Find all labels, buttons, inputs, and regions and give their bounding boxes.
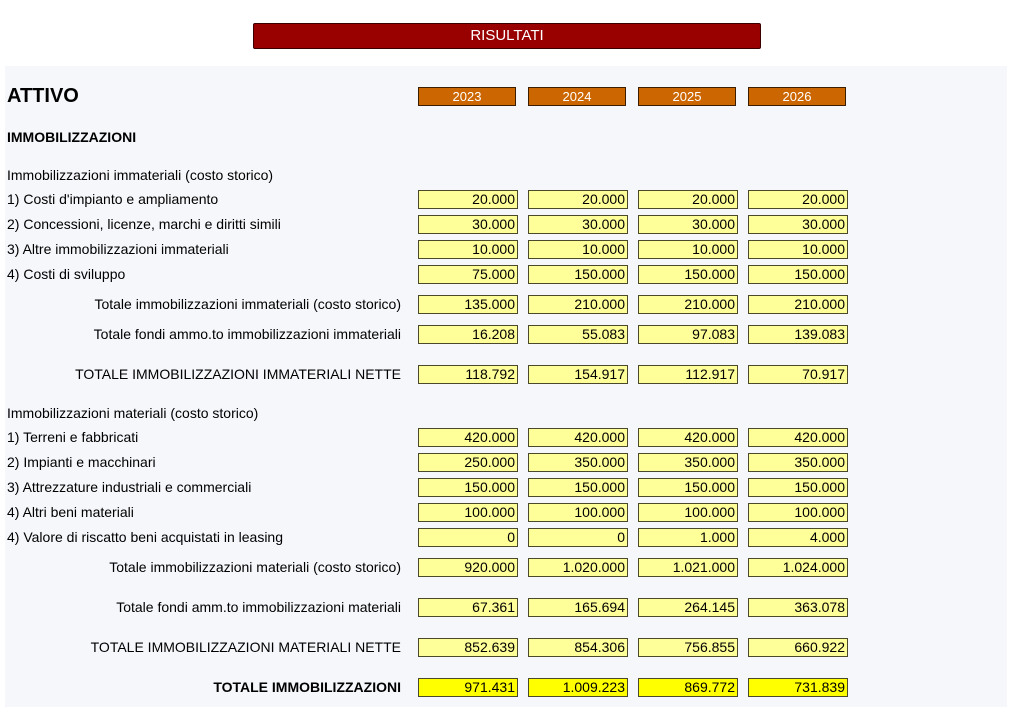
value-cell[interactable]: 250.000 (418, 453, 518, 472)
value-cell[interactable]: 150.000 (528, 478, 628, 497)
total-cell: 97.083 (638, 325, 738, 344)
total-cell: 165.694 (528, 598, 628, 617)
row-label: 3) Altre immobilizzazioni immateriali (7, 241, 229, 257)
grand-total-cell: 971.431 (418, 678, 518, 697)
total-cell: 67.361 (418, 598, 518, 617)
value-cell[interactable]: 30.000 (528, 215, 628, 234)
row-label: 2) Impianti e macchinari (7, 454, 156, 470)
value-cell[interactable]: 420.000 (638, 428, 738, 447)
value-cell[interactable]: 0 (528, 528, 628, 547)
year-header: 2024 (528, 87, 626, 106)
total-cell: 660.922 (748, 638, 848, 657)
risultati-button[interactable]: RISULTATI (253, 23, 761, 49)
tangible-heading: Immobilizzazioni materiali (costo storico) (7, 405, 259, 421)
row-label: 2) Concessioni, licenze, marchi e diritti simili (7, 216, 281, 232)
value-cell[interactable]: 100.000 (748, 503, 848, 522)
total-cell: 1.020.000 (528, 558, 628, 577)
section-title: IMMOBILIZZAZIONI (7, 129, 137, 145)
value-cell[interactable]: 30.000 (418, 215, 518, 234)
value-cell[interactable]: 75.000 (418, 265, 518, 284)
year-header: 2026 (748, 87, 846, 106)
total-cell: 210.000 (638, 295, 738, 314)
total-cell: 16.208 (418, 325, 518, 344)
value-cell[interactable]: 100.000 (418, 503, 518, 522)
total-cell: 55.083 (528, 325, 628, 344)
total-cell: 112.917 (638, 365, 738, 384)
grand-total-cell: 1.009.223 (528, 678, 628, 697)
value-cell[interactable]: 20.000 (748, 190, 848, 209)
total-cell: 854.306 (528, 638, 628, 657)
total-cell: 920.000 (418, 558, 518, 577)
value-cell[interactable]: 150.000 (748, 478, 848, 497)
grand-total-label: TOTALE IMMOBILIZZAZIONI (213, 679, 401, 695)
value-cell[interactable]: 10.000 (638, 240, 738, 259)
value-cell[interactable]: 150.000 (748, 265, 848, 284)
total-cell: 154.917 (528, 365, 628, 384)
value-cell[interactable]: 10.000 (528, 240, 628, 259)
value-cell[interactable]: 1.000 (638, 528, 738, 547)
total-cell: 135.000 (418, 295, 518, 314)
value-cell[interactable]: 10.000 (418, 240, 518, 259)
value-cell[interactable]: 150.000 (638, 478, 738, 497)
value-cell[interactable]: 30.000 (748, 215, 848, 234)
value-cell[interactable]: 420.000 (418, 428, 518, 447)
value-cell[interactable]: 150.000 (418, 478, 518, 497)
total-cell: 264.145 (638, 598, 738, 617)
total-cell: 852.639 (418, 638, 518, 657)
total-cell: 1.024.000 (748, 558, 848, 577)
row-label: 1) Terreni e fabbricati (7, 429, 139, 445)
year-header: 2025 (638, 87, 736, 106)
value-cell[interactable]: 0 (418, 528, 518, 547)
value-cell[interactable]: 20.000 (638, 190, 738, 209)
row-label: 3) Attrezzature industriali e commerciali (7, 479, 252, 495)
value-cell[interactable]: 20.000 (528, 190, 628, 209)
total-cell: 363.078 (748, 598, 848, 617)
row-label: 4) Altri beni materiali (7, 504, 134, 520)
value-cell[interactable]: 100.000 (638, 503, 738, 522)
value-cell[interactable]: 100.000 (528, 503, 628, 522)
row-label: 4) Costi di sviluppo (7, 266, 126, 282)
total-cell: 139.083 (748, 325, 848, 344)
row-label: 1) Costi d'impianto e ampliamento (7, 191, 219, 207)
value-cell[interactable]: 20.000 (418, 190, 518, 209)
total-cell: 756.855 (638, 638, 738, 657)
value-cell[interactable]: 350.000 (748, 453, 848, 472)
intangible-total-net-label: TOTALE IMMOBILIZZAZIONI IMMATERIALI NETTE (75, 366, 401, 382)
intangible-total-cost-label: Totale immobilizzazioni immateriali (costo storico) (94, 296, 401, 312)
row-label: 4) Valore di riscatto beni acquistati in leasing (7, 529, 284, 545)
value-cell[interactable]: 30.000 (638, 215, 738, 234)
grand-total-cell: 731.839 (748, 678, 848, 697)
year-header: 2023 (418, 87, 516, 106)
value-cell[interactable]: 350.000 (638, 453, 738, 472)
value-cell[interactable]: 420.000 (748, 428, 848, 447)
total-cell: 70.917 (748, 365, 848, 384)
value-cell[interactable]: 10.000 (748, 240, 848, 259)
value-cell[interactable]: 4.000 (748, 528, 848, 547)
value-cell[interactable]: 150.000 (528, 265, 628, 284)
value-cell[interactable]: 350.000 (528, 453, 628, 472)
total-cell: 210.000 (748, 295, 848, 314)
grand-total-cell: 869.772 (638, 678, 738, 697)
intangible-heading: Immobilizzazioni immateriali (costo storico) (7, 167, 274, 183)
page-title: ATTIVO (7, 85, 79, 107)
tangible-total-amort-label: Totale fondi amm.to immobilizzazioni materiali (116, 599, 401, 615)
total-cell: 118.792 (418, 365, 518, 384)
value-cell[interactable]: 150.000 (638, 265, 738, 284)
total-cell: 210.000 (528, 295, 628, 314)
intangible-total-amort-label: Totale fondi ammo.to immobilizzazioni immateriali (93, 326, 401, 342)
tangible-total-cost-label: Totale immobilizzazioni materiali (costo storico) (109, 559, 401, 575)
tangible-total-net-label: TOTALE IMMOBILIZZAZIONI MATERIALI NETTE (90, 639, 401, 655)
value-cell[interactable]: 420.000 (528, 428, 628, 447)
total-cell: 1.021.000 (638, 558, 738, 577)
